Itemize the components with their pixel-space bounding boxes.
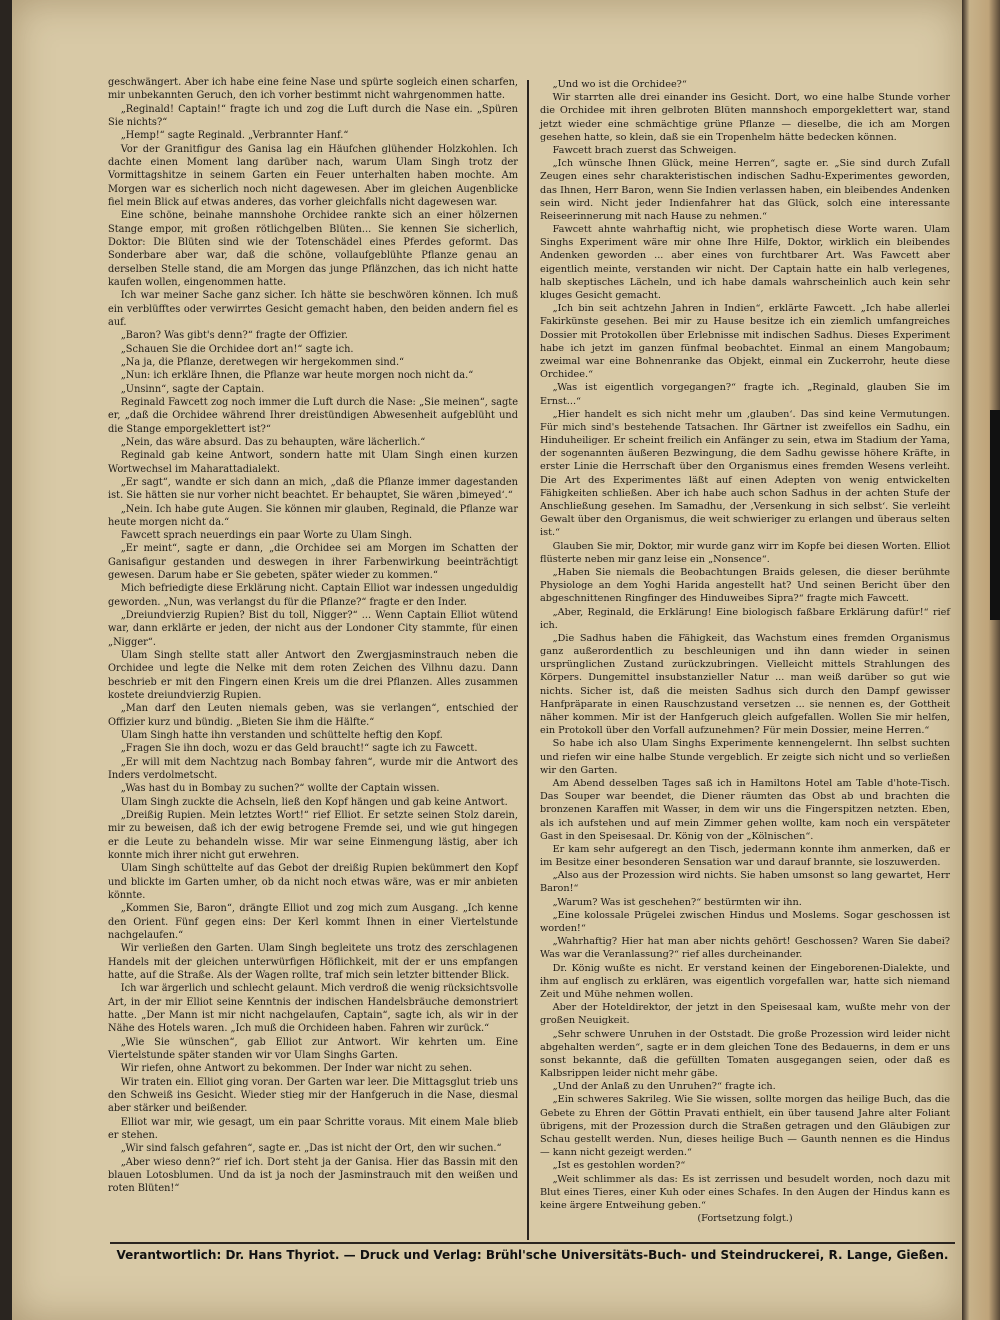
paragraph: Elliot war mir, wie gesagt, um ein paar Schritte voraus. Mit einem Male blieb er stehen. [108,1116,518,1141]
paragraph: Ich war ärgerlich und schlecht gelaunt. Mich verdroß die wenig rücksichtsvolle Art, in der mir Elliot seine Kenntnis der indischen Handelsbräuche demonstriert hatte. „Der Mann ist mir nicht nachgelaufen, Captain“, sagte ich, als wir in der Nähe des Hotels waren. „Ich muß die Orchideen haben. Fahren wir zurück.“ [108,983,518,1035]
paragraph: Ulam Singh zuckte die Achseln, ließ den Kopf hängen und gab keine Antwort. [120,796,508,808]
paragraph: Ulam Singh schüttelte auf das Gebot der dreißig Rupien bekümmert den Kopf und blickte im Garten umher, ob da nicht noch etwas wäre, was er mir anbieten könnte. [108,863,518,902]
paragraph: „Wir sind falsch gefahren“, sagte er. „Das ist nicht der Ort, den wir suchen.“ [120,1143,502,1155]
paragraph: geschwängert. Aber ich habe eine feine Nase und spürte sogleich einen scharfen, mir unbekannten Geruch, den ich vorher bestimmt nicht wahrgenommen hatte. [108,77,518,102]
paragraph: „Kommen Sie, Baron“, drängte Elliot und zog mich zum Ausgang. „Ich kenne den Orient. Fünf gegen eins: Der Kerl kommt Ihnen in einer Viertelstunde nachgelaufen.“ [108,903,518,941]
adjacent-page-mark [990,410,1000,620]
paragraph: Glauben Sie mir, Doktor, mir wurde ganz wirr im Kopfe bei diesen Worten. Elliot flüsterte neben mir ganz leise ein „Nonsence“. [540,540,950,565]
paragraph: „Nun: ich erkläre Ihnen, die Pflanze war heute morgen noch nicht da.“ [120,370,474,382]
paragraph: „Dreiundvierzig Rupien? Bist du toll, Nigger?“ ... Wenn Captain Elliot wütend war, dann erklärte er jeden, der nicht aus der Londoner City stammte, für einen „Nigger“. [108,610,518,648]
continuation-note: (Fortsetzung folgt.) [697,1213,793,1225]
paragraph: „Ein schweres Sakrileg. Wie Sie wissen, sollte morgen das heilige Buch, das die Gebete zu Ehren der Göttin Pravati enthielt, ein über tausend Jahre alter Foliant übrigens, mit der Prozession durch die Straßen getragen und den Gläubigen zur Schau gestellt werden. Nun, dieses heilige Buch — Gaunth nennen es die Hindus — kann nicht gezeigt werden.“ [540,1094,950,1159]
paragraph: Ulam Singh stellte statt aller Antwort den Zwergjasminstrauch neben die Orchidee und legte die Nelke mit dem roten Zeichen des Vilhnu dazu. Dann beschrieb er mit den Fingern einen Kreis um die drei Pflanzen. Alles zusammen kostete dreiundvierzig Rupien. [108,650,518,702]
paragraph: Fawcett sprach neuerdings ein paar Worte zu Ulam Singh. [120,530,413,542]
paragraph: Reginald Fawcett zog noch immer die Luft durch die Nase: „Sie meinen“, sagte er, „daß die Orchidee während Ihrer dreistündigen Abwesenheit aufgeblüht und die Stange emporgeklettert ist?“ [108,396,518,435]
paragraph: „Also aus der Prozession wird nichts. Sie haben umsonst so lang gewartet, Herr Baron!“ [540,870,950,895]
paragraph: Fawcett ahnte wahrhaftig nicht, wie prophetisch diese Worte waren. Ulam Singhs Experiment wäre mir ohne Ihre Hilfe, Doktor, wirklich ein bleibendes Andenken geworden ... aber eines von furchtbarer Art. Was Fawcett aber eigentlich meinte, verstanden wir nicht. Der Captain hatte ein halb verlegenes, halb skeptisches Lächeln, und ich habe damals wahrscheinlich auch kein sehr kluges Gesicht gemacht. [540,224,950,301]
paragraph: Wir traten ein. Elliot ging voran. Der Garten war leer. Die Mittagsglut trieb uns den Schweiß ins Gesicht. Wieder stieg mir der Hanfgeruch in die Nase, diesmal aber stärker und beißender. [108,1076,518,1115]
paragraph: „Wahrhaftig? Hier hat man aber nichts gehört! Geschossen? Waren Sie dabei? Was war die Veranlassung?“ rief alles durcheinander. [540,936,950,961]
paragraph: „Wie Sie wünschen“, gab Elliot zur Antwort. Wir kehrten um. Eine Viertelstunde später standen wir vor Ulam Singhs Garten. [108,1036,518,1061]
paragraph: Aber der Hoteldirektor, der jetzt in den Speisesaal kam, wußte mehr von der großen Neuigkeit. [540,1002,950,1027]
paragraph: „Weit schlimmer als das: Es ist zerrissen und besudelt worden, noch dazu mit Blut eines Tieres, einer Kuh oder eines Schafes. In den Augen der Hindus kann es keine ärgere Entweihung geben.“ [540,1173,950,1211]
left-text-column [108,76,518,1196]
paragraph: „Nein, das wäre absurd. Das zu behaupten, wäre lächerlich.“ [120,436,426,448]
imprint-footer: Verantwortlich: Dr. Hans Thyriot. — Druck und Verlag: Brühl'sche Universitäts-Buch- und Steindruckerei, R. Lange, Gießen. [116,1248,949,1262]
paragraph: „Eine kolossale Prügelei zwischen Hindus und Moslems. Sogar geschossen ist worden!“ [540,909,950,934]
paragraph: Wir riefen, ohne Antwort zu bekommen. Der Inder war nicht zu sehen. [120,1063,473,1075]
paragraph: „Warum? Was ist geschehen?“ bestürmten wir ihn. [552,896,802,908]
right-text-column [540,78,950,1225]
paragraph: Mich befriedigte diese Erklärung nicht. Captain Elliot war indessen ungeduldig geworden. „Nun, was verlangst du für die Pflanze?“ fragte er den Inder. [108,583,518,608]
paragraph: „Und wo ist die Orchidee?“ [552,79,687,90]
paragraph: „Die Sadhus haben die Fähigkeit, das Wachstum eines fremden Organismus ganz außerordentlich zu beschleunigen und ihn dann wieder in seinen ursprünglichen Zustand zurückzubringen. Vielleicht mittels Strahlungen des Körpers. Dungemittel insubstanzieller Natur ... man weiß darüber so gut wie nichts. Sicher ist, daß die meisten Sadhus sich durch den Dampf gewisser Hanfpräparate in einen Rauschzustand versetzen ... sie nennen es, der Gottheit näher kommen. Mir ist der Hanfgeruch gleich aufgefallen. Wollen Sie mir helfen, ein Protokoll über den Vorfall aufzunehmen? Für mein Dossier, meine Herren.“ [540,632,950,737]
paragraph: Ulam Singh hatte ihn verstanden und schüttelte heftig den Kopf. [120,730,443,742]
paragraph: „Er meint“, sagte er dann, „die Orchidee sei am Morgen im Schatten der Ganisafigur gestanden und deswegen in ihrer Farbenwirkung beeinträchtigt gewesen. Darum habe er Sie gebeten, später wieder zu kommen.“ [108,543,518,582]
paragraph: „Ich bin seit achtzehn Jahren in Indien“, erklärte Fawcett. „Ich habe allerlei Fakirkünste gesehen. Bei mir zu Hause besitze ich ein ziemlich umfangreiches Dossier mit Protokollen über Erlebnisse mit indischen Sadhus. Dieses Experiment habe ich jetzt im ganzen fünfmal beobachtet. Einmal an einem Mangobaum; zweimal war eine Bohnenranke das Objekt, einmal ein Zuckerrohr, heute diese Orchidee.“ [540,303,950,381]
paragraph: „Nein. Ich habe gute Augen. Sie können mir glauben, Reginald, die Pflanze war heute morgen nicht da.“ [108,503,518,528]
paragraph: „Haben Sie niemals die Beobachtungen Braids gelesen, die dieser berühmte Physiologe an dem Yoghi Harida angestellt hat? Und seinen Bericht über den abgeschnittenen Ringfinger des Hinduweibes Sipra?“ fragte mich Fawcett. [540,566,950,605]
adjacent-page-edge [962,0,1000,1320]
footer-rule [110,1242,955,1244]
paragraph: Reginald gab keine Antwort, sondern hatte mit Ulam Singh einen kurzen Wortwechsel im Maharattadialekt. [108,450,518,475]
paragraph: „Dreißig Rupien. Mein letztes Wort!“ rief Elliot. Er setzte seinen Stolz darein, mir zu beweisen, daß ich der ewig betrogene Fremde sei, und wie gut hingegen er die Leute zu behandeln wisse. Mir war seine Einmengung lästig, aber ich konnte mich ihrer nicht gut erwehren. [108,810,518,862]
paragraph: „Hemp!“ sagte Reginald. „Verbrannter Hanf.“ [120,130,349,142]
paragraph: So habe ich also Ulam Singhs Experimente kennengelernt. Ihn selbst suchten und riefen wir eine halbe Stunde vergeblich. Er zeigte sich nicht und so verließen wir den Garten. [540,738,950,776]
paragraph: „Ich wünsche Ihnen Glück, meine Herren“, sagte er. „Sie sind durch Zufall Zeugen eines sehr charakteristischen indischen Sadhu-Experimentes geworden, das Ihnen, Herr Baron, wenn Sie Indien verlassen haben, ein bleibendes Andenken sein wird. Nicht jeder Indienfahrer hat das Glück, solch eine interessante Reiseerinnerung mit nach Hause zu nehmen.“ [540,158,950,222]
paragraph: „Er sagt“, wandte er sich dann an mich, „daß die Pflanze immer dagestanden ist. Sie hätten sie nur vorher nicht beachtet. Er behauptet, Sie wären ‚bimeyed‘.“ [108,476,518,502]
paragraph: „Man darf den Leuten niemals geben, was sie verlangen“, entschied der Offizier kurz und bündig. „Bieten Sie ihm die Hälfte.“ [108,703,518,728]
paragraph: Vor der Granitfigur des Ganisa lag ein Häufchen glühender Holzkohlen. Ich dachte einen Moment lang darüber nach, warum Ulam Singh trotz der Vormittagshitze in seinem Garten ein Feuer unterhalten haben mochte. Am Morgen war es sicherlich noch nicht dagewesen. Aber im gleichen Augenblicke fiel mein Blick auf etwas anderes, das vorher gleichfalls nicht dagewesen war. [108,143,518,208]
paragraph: „Aber, Reginald, die Erklärung! Eine biologisch faßbare Erklärung dafür!“ rief ich. [540,606,950,631]
paragraph: „Unsinn“, sagte der Captain. [120,383,265,395]
paragraph: „Er will mit dem Nachtzug nach Bombay fahren“, wurde mir die Antwort des Inders verdolmetscht. [108,756,518,782]
paragraph: „Na ja, die Pflanze, deretwegen wir hergekommen sind.“ [120,356,405,368]
paragraph: „Hier handelt es sich nicht mehr um ‚glauben‘. Das sind keine Vermutungen. Für mich sind's bestehende Tatsachen. Ihr Gärtner ist zweifellos ein Sadhu, ein Hinduheiliger. Er scheint freilich ein Anfänger zu sein, etwa im Stadium der Yama, der sogenannten äußeren Bezwingung, die dem Sadhu gewisse höhere Kräfte, in erster Linie die Herrschaft über den Organismus eines fremden Wesens verleiht. Die Art des Experimentes läßt auf einen Adepten von wenig entwickelten Fähigkeiten schließen. Aber ich habe auch schon Sadhus in der achten Stufe der Anschließung gesehen. Im Samadhu, der ‚Versenkung in sich selbst‘. Sie verleiht Gewalt über den Organismus, die weit schwieriger zu erlangen und überaus selten ist.“ [540,408,950,539]
paragraph: Dr. König wußte es nicht. Er verstand keinen der Eingeborenen-Dialekte, und ihm auf englisch zu erklären, was eigentlich vorgefallen war, hatte sich niemand Zeit und Mühe nehmen wollen. [540,962,950,1000]
paragraph: „Was ist eigentlich vorgegangen?“ fragte ich. „Reginald, glauben Sie im Ernst...“ [540,382,950,407]
paragraph: „Ist es gestohlen worden?“ [552,1160,686,1172]
paragraph: Eine schöne, beinahe mannshohe Orchidee rankte sich an einer hölzernen Stange empor, mit großen rötlichgelben Blüten... Sie kennen Sie sicherlich, Doktor: Die Blüten sind wie der Totenschädel eines Pferdes geformt. Das Sonderbare aber war, daß die schöne, vollaufgeblühte Pflanze genau an derselben Stelle stand, die am Morgen das junge Pflänzchen, das ich nicht hatte kaufen wollen, eingenommen hatte. [108,210,518,288]
paragraph: „Und der Anlaß zu den Unruhen?“ fragte ich. [552,1081,776,1093]
paragraph: „Baron? Was gibt's denn?“ fragte der Offizier. [120,330,348,342]
paragraph: „Schauen Sie die Orchidee dort an!“ sagte ich. [120,343,354,355]
paragraph: „Sehr schwere Unruhen in der Oststadt. Die große Prozession wird leider nicht abgehalten werden“, sagte er in dem gleichen Tone des Bedauerns, in dem er uns sonst bekannte, daß die gefüllten Tomaten ausgegangen seien, oder daß es Kalbsrippen leider nicht mehr gäbe. [540,1028,950,1080]
paragraph: „Was hast du in Bombay zu suchen?“ wollte der Captain wissen. [120,783,440,795]
paragraph: Fawcett brach zuerst das Schweigen. [552,144,737,156]
paragraph: Wir starrten alle drei einander ins Gesicht. Dort, wo eine halbe Stunde vorher die Orchidee mit ihren gelbroten Blüten mannshoch emporgeklettert war, stand jetzt wieder eine schmächtige grüne Pflanze — dieselbe, die ich am Morgen gesehen hatte, so klein, daß sie ein Tropenhelm hätte bedecken können. [540,92,950,143]
paragraph: Wir verließen den Garten. Ulam Singh begleitete uns trotz des zerschlagenen Handels mit der gleichen unterwürfigen Höflichkeit, mit der er uns empfangen hatte, auf die Straße. Als der Wagen rollte, traf mich sein letzter bittender Blick. [108,943,518,981]
paragraph: Ich war meiner Sache ganz sicher. Ich hätte sie beschwören können. Ich muß ein verblüfftes oder verwirrtes Gesicht gemacht haben, den beiden andern fiel es auf. [108,290,518,328]
column-divider [527,80,529,1240]
paragraph: Er kam sehr aufgeregt an den Tisch, jedermann konnte ihm anmerken, daß er im Besitze einer besonderen Sensation war und darauf brannte, sie loszuwerden. [540,843,950,869]
paragraph: „Reginald! Captain!“ fragte ich und zog die Luft durch die Nase ein. „Spüren Sie nichts?“ [108,103,518,128]
paragraph: Am Abend desselben Tages saß ich in Hamiltons Hotel am Table d'hote-Tisch. Das Souper war beendet, die Diener räumten das Obst ab und brachten die bronzenen Karaffen mit Wasser, in dem wir uns die Fingerspitzen netzten. Eben, als ich aufstehen und auf mein Zimmer gehen wollte, kam noch ein verspäteter Gast in den Speisesaal. Dr. König von der „Kölnischen“. [540,777,950,842]
paragraph: „Fragen Sie ihn doch, wozu er das Geld braucht!“ sagte ich zu Fawcett. [120,743,478,755]
paragraph: „Aber wieso denn?“ rief ich. Dort steht ja der Ganisa. Hier das Bassin mit den blauen Lotosblumen. Und da ist ja noch der Jasminstrauch mit den weißen und roten Blüten!“ [108,1156,518,1195]
